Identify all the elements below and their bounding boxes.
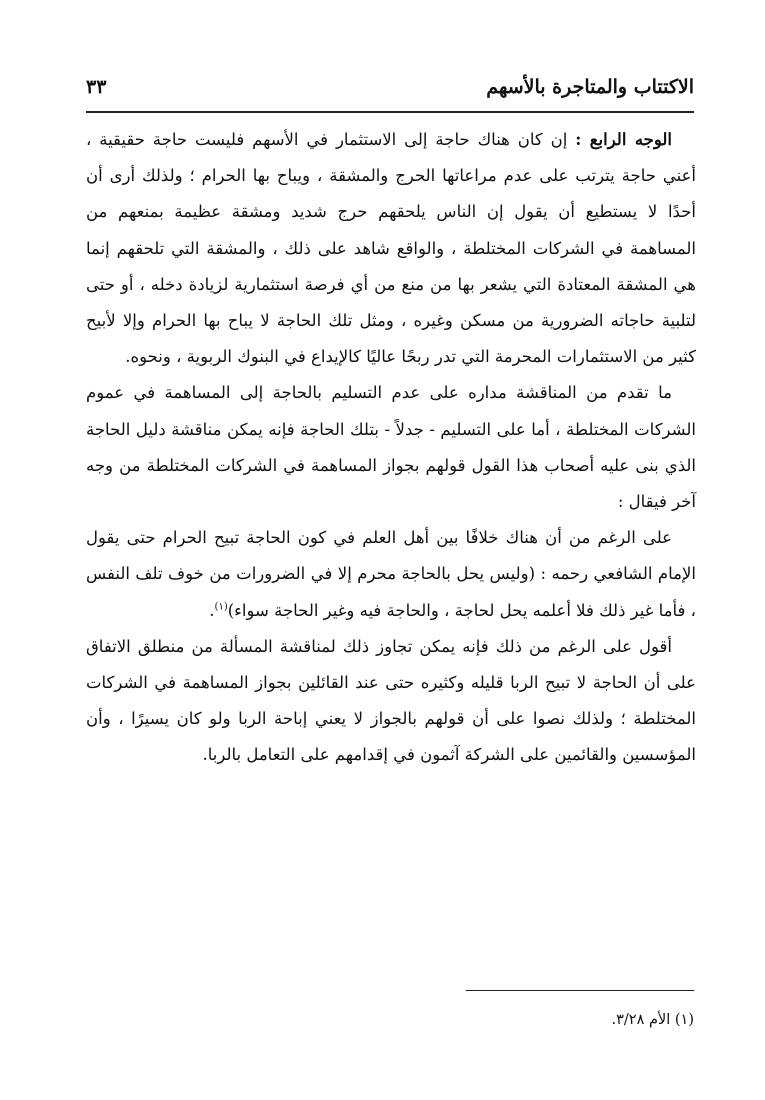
body-text: [86, 122, 696, 774]
paragraph-text: ما تقدم من المناقشة مداره على عدم التسليم بالحاجة إلى المساهمة في عموم الشركات المختلطة ، أما على التسليم - جدلاً - بتلك الحاجة فإنه يمكن مناقشة دليل الحاجة الذي بنى عليه أصحاب هذا القول قولهم بجواز المساهمة في الشركات المختلطة من وجه آخر فيقال :: [86, 383, 696, 512]
footnote-reference[interactable]: (١): [214, 601, 228, 613]
paragraph-text: على الرغم من أن هناك خلافًا بين أهل العلم في كون الحاجة تبيح الحرام حتى يقول الإمام الشافعي رحمه : (وليس يحل بالحاجة محرم إلا في الضرورات من خوف تلف النفس ، فأما غير ذلك فلا أعلمه يحل لحاجة ، والحاجة فيه وغير الحاجة سواء): [86, 528, 696, 620]
page-number: ٣٣: [86, 76, 107, 98]
footnote: (١) الأم ٣/٢٨.: [611, 1012, 694, 1028]
page-header: [86, 72, 694, 108]
paragraph-tail: .: [209, 600, 215, 620]
running-title: الاكتتاب والمتاجرة بالأسهم: [486, 76, 694, 98]
paragraph-text: إن كان هناك حاجة إلى الاستثمار في الأسهم فليست حاجة حقيقية ، أعني حاجة يترتب على عدم مراعاتها الحرج والمشقة ، ويباح بها الحرام ؛ ولذلك أرى أن أحدًا لا يستطيع أن يقول إن الناس يلحقهم حرج شديد ومشقة عظيمة بمنعهم من المساهمة في الشركات المختلطة ، والواقع شاهد على ذلك ، والمشقة التي تلحقهم إنما هي المشقة المعتادة التي يشعر بها من منع من أي فرصة استثمارية لزيادة دخله ، أو حتى لتلبية حاجاته الضرورية من مسكن وغيره ، ومثل تلك الحاجة لا يباح بها الحرام وإلا لأبيح كثير من الاستثمارات المحرمة التي تدر ربحًا عاليًا كالإيداع في البنوك الربوية ، ونحوه.: [86, 130, 696, 367]
paragraph-3: [86, 520, 696, 629]
footnote-rule: [466, 990, 694, 991]
paragraph-lead: الوجه الرابع :: [575, 130, 672, 149]
paragraph-text: أقول على الرغم من ذلك فإنه يمكن تجاوز ذلك لمناقشة المسألة من منطلق الاتفاق على أن الحاجة لا تبيح الربا قليله وكثيره حتى عند القائلين بجواز المساهمة في الشركات المختلطة ؛ ولذلك نصوا على أن قولهم بالجواز لا يعني إباحة الربا ولو كان يسيرًا ، وأن المؤسسين والقائمين على الشركة آثمون في إقدامهم على التعامل بالربا.: [86, 636, 696, 765]
header-rule: [86, 111, 694, 113]
paragraph-1: [86, 122, 696, 375]
paragraph-4: [86, 629, 696, 774]
paragraph-2: [86, 375, 696, 520]
